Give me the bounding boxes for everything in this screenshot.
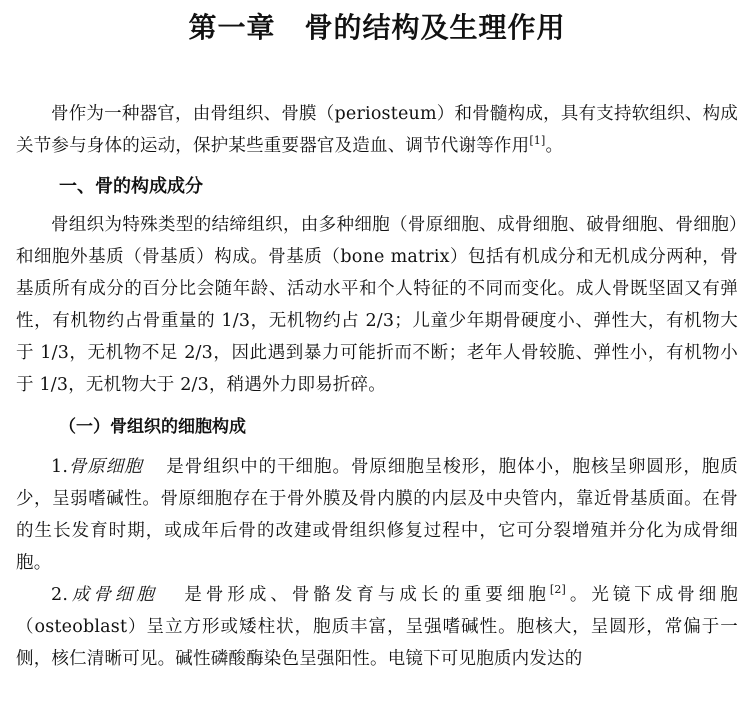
item-text-continued: 。光镜下成骨细胞（osteoblast）呈立方形或矮柱状，胞质丰富，呈强嗜碱性。胞核大，呈圆形，常偏于一侧，核仁清晰可见。碱性磷酸酶染色呈强阳性。电镜下可见胞质内发达的 [16, 585, 738, 669]
intro-tail: 。 [545, 136, 564, 156]
section-heading-bone-composition: 一、骨的构成成分 [59, 176, 203, 197]
item-text: 是骨组织中的干细胞。骨原细胞呈梭形，胞体小，胞核呈卵圆形，胞质少，呈弱嗜碱性。骨原细胞存在于骨外膜及骨内膜的内层及中央管内，靠近骨基质面。在骨的生长发育时期，或成年后骨的改建或骨组织修复过程中，它可分裂增殖并分化为成骨细胞。 [16, 457, 738, 573]
term-osteoprogenitor-cell: 骨原细胞 [68, 457, 143, 477]
document-page [16, 0, 738, 675]
citation-ref-1: [1] [529, 134, 546, 147]
item-number: 1. [51, 457, 69, 477]
citation-ref-2: [2] [549, 583, 567, 596]
intro-text: 骨作为一种器官，由骨组织、骨膜（periosteum）和骨髓构成，具有支持软组织、构成关节参与身体的运动，保护某些重要器官及造血、调节代谢等作用 [16, 104, 738, 156]
bone-composition-paragraph: 骨组织为特殊类型的结缔组织，由多种细胞（骨原细胞、成骨细胞、破骨细胞、骨细胞）和细胞外基质（骨基质）构成。骨基质（bone matrix）包括有机成分和无机成分两种，骨基质所有成分的百分比会随年龄、活动水平和个人特征的不同而变化。成人骨既坚固又有弹性，有机物约占骨重量的 1/3，无机物约占 2/3；儿童少年期骨硬度小、弹性大，有机物大于 1/3，无机物不足 2/3，因此遇到暴力可能折而不断；老年人骨较脆、弹性小，有机物小于 1/3，无机物大于 2/3，稍遇外力即易折碎。 [16, 215, 738, 395]
intro-paragraph [16, 98, 738, 162]
item-text: 是骨形成、骨骼发育与成长的重要细胞 [180, 585, 550, 605]
term-osteoblast: 成骨细胞 [68, 585, 158, 605]
item-number: 2. [51, 585, 69, 605]
list-item-osteoblast [16, 579, 738, 675]
list-item-osteoprogenitor [16, 451, 738, 579]
chapter-title: 第一章 骨的结构及生理作用 [188, 11, 566, 44]
subsection-heading-bone-cells: （一）骨组织的细胞构成 [59, 417, 246, 437]
